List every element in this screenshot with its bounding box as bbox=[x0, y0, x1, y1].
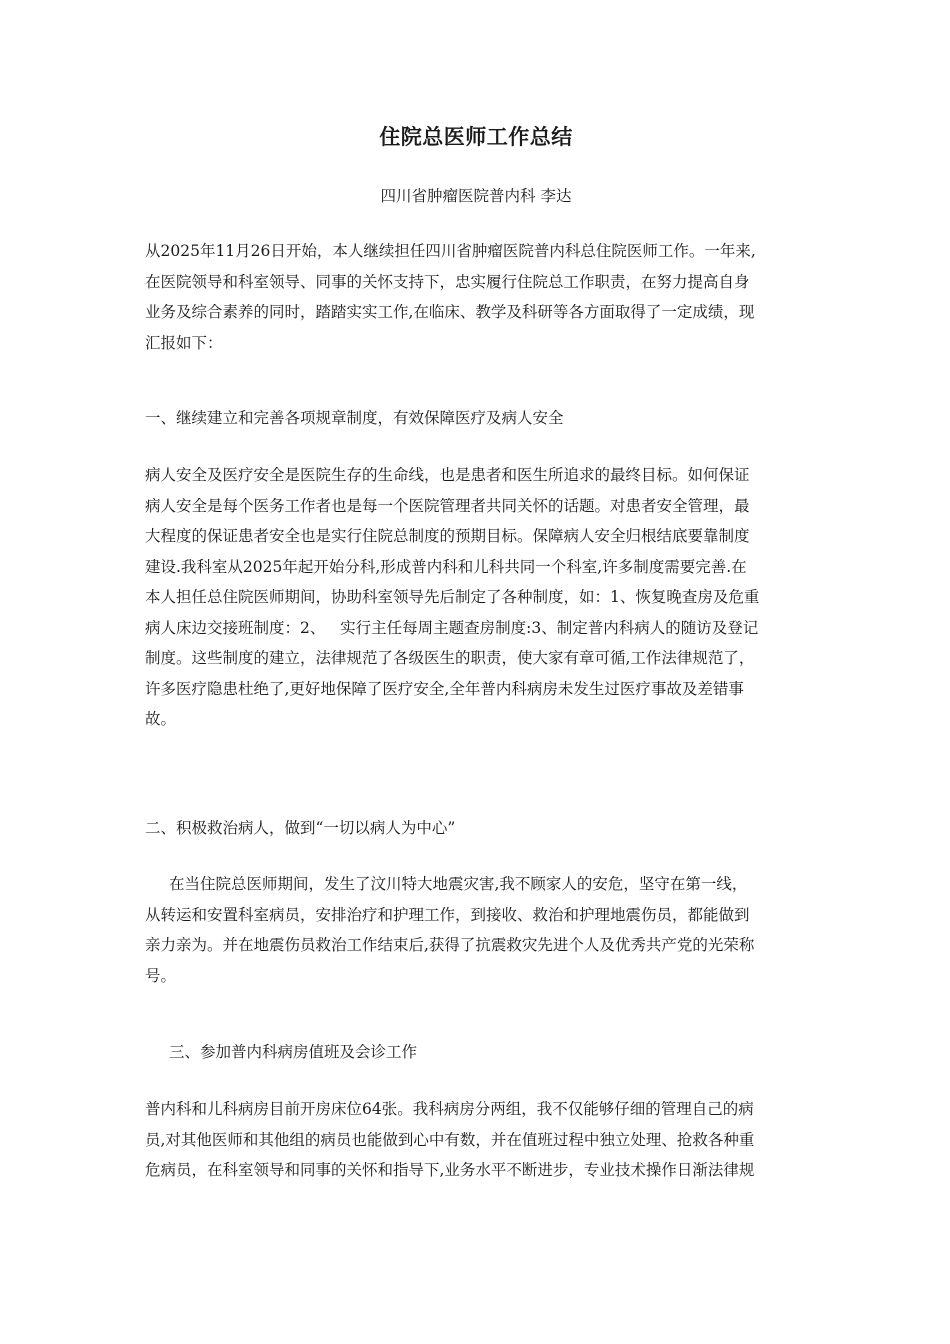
paragraph-line: 在医院领导和科室领导、同事的关怀支持下，忠实履行住院总工作职责，在努力提高自身 bbox=[145, 272, 750, 291]
paragraph-line: 号。 bbox=[145, 966, 177, 985]
section1-heading: 一、继续建立和完善各项规章制度，有效保障医疗及病人安全 bbox=[145, 409, 564, 427]
section3-paragraph bbox=[145, 1094, 807, 1186]
section2-heading: 二、积极救治病人，做到“一切以病人为中心” bbox=[145, 819, 456, 837]
paragraph-line: 普内科和儿科病房目前开房床位64张。我科病房分两组，我不仅能够仔细的管理自己的病 bbox=[145, 1100, 754, 1118]
paragraph-line: 业务及综合素养的同时，踏踏实实工作,在临床、教学及科研等各方面取得了一定成绩，现 bbox=[145, 303, 755, 321]
section3-heading: 三、参加普内科病房值班及会诊工作 bbox=[169, 1043, 418, 1061]
paragraph-line: 在当住院总医师期间，发生了汶川特大地震灾害,我不顾家人的安危，坚守在第一线， bbox=[169, 875, 748, 893]
document-author: 四川省肿瘤医院普内科 李达 bbox=[380, 187, 572, 205]
paragraph-line: 许多医疗隐患杜绝了,更好地保障了医疗安全,全年普内科病房未发生过医疗事故及差错事 bbox=[145, 679, 744, 698]
paragraph-line: 故。 bbox=[145, 710, 177, 728]
paragraph-line: 汇报如下： bbox=[145, 333, 223, 352]
paragraph-line: 病人安全是每个医务工作者也是每一个医院管理者共同关怀的话题。对患者安全管理，最 bbox=[145, 496, 750, 515]
paragraph-line: 病人安全及医疗安全是医院生存的生命线，也是患者和医生所追求的最终目标。如何保证 bbox=[145, 466, 750, 484]
paragraph-line: 制度。这些制度的建立，法律规范了各级医生的职责，使大家有章可循,工作法律规范了， bbox=[145, 649, 755, 667]
paragraph-line: 本人担任总住院医师期间，协助科室领导先后制定了各种制度，如：1、恢复晚查房及危重 bbox=[145, 588, 760, 606]
section1-paragraph bbox=[145, 460, 807, 735]
paragraph-line: 从转运和安置科室病员，安排治疗和护理工作，到接收、救治和护理地震伤员，都能做到 bbox=[145, 905, 750, 924]
paragraph-line: 病人床边交接班制度：2、 实行主任每周主题查房制度:3、制定普内科病人的随访及登记 bbox=[145, 618, 759, 637]
paragraph-line: 危病员，在科室领导和同事的关怀和指导下,业务水平不断进步，专业技术操作日渐法律规 bbox=[145, 1161, 755, 1179]
intro-paragraph bbox=[145, 236, 807, 358]
paragraph-line: 亲力亲为。并在地震伤员救治工作结束后,获得了抗震救灾先进个人及优秀共产党的光荣称 bbox=[145, 936, 755, 954]
section2-paragraph bbox=[145, 869, 807, 991]
paragraph-line: 员,对其他医师和其他组的病员也能做到心中有数，并在值班过程中独立处理、抢救各种重 bbox=[145, 1130, 755, 1149]
paragraph-line: 大程度的保证患者安全也是实行住院总制度的预期目标。保障病人安全归根结底要靠制度 bbox=[145, 527, 750, 545]
paragraph-line: 从2025年11月26日开始，本人继续担任四川省肿瘤医院普内科总住院医师工作。一年来, bbox=[145, 242, 756, 260]
paragraph-line: 建设.我科室从2025年起开始分科,形成普内科和儿科共同一个科室,许多制度需要完善.在 bbox=[145, 557, 747, 576]
document-title: 住院总医师工作总结 bbox=[379, 124, 573, 149]
